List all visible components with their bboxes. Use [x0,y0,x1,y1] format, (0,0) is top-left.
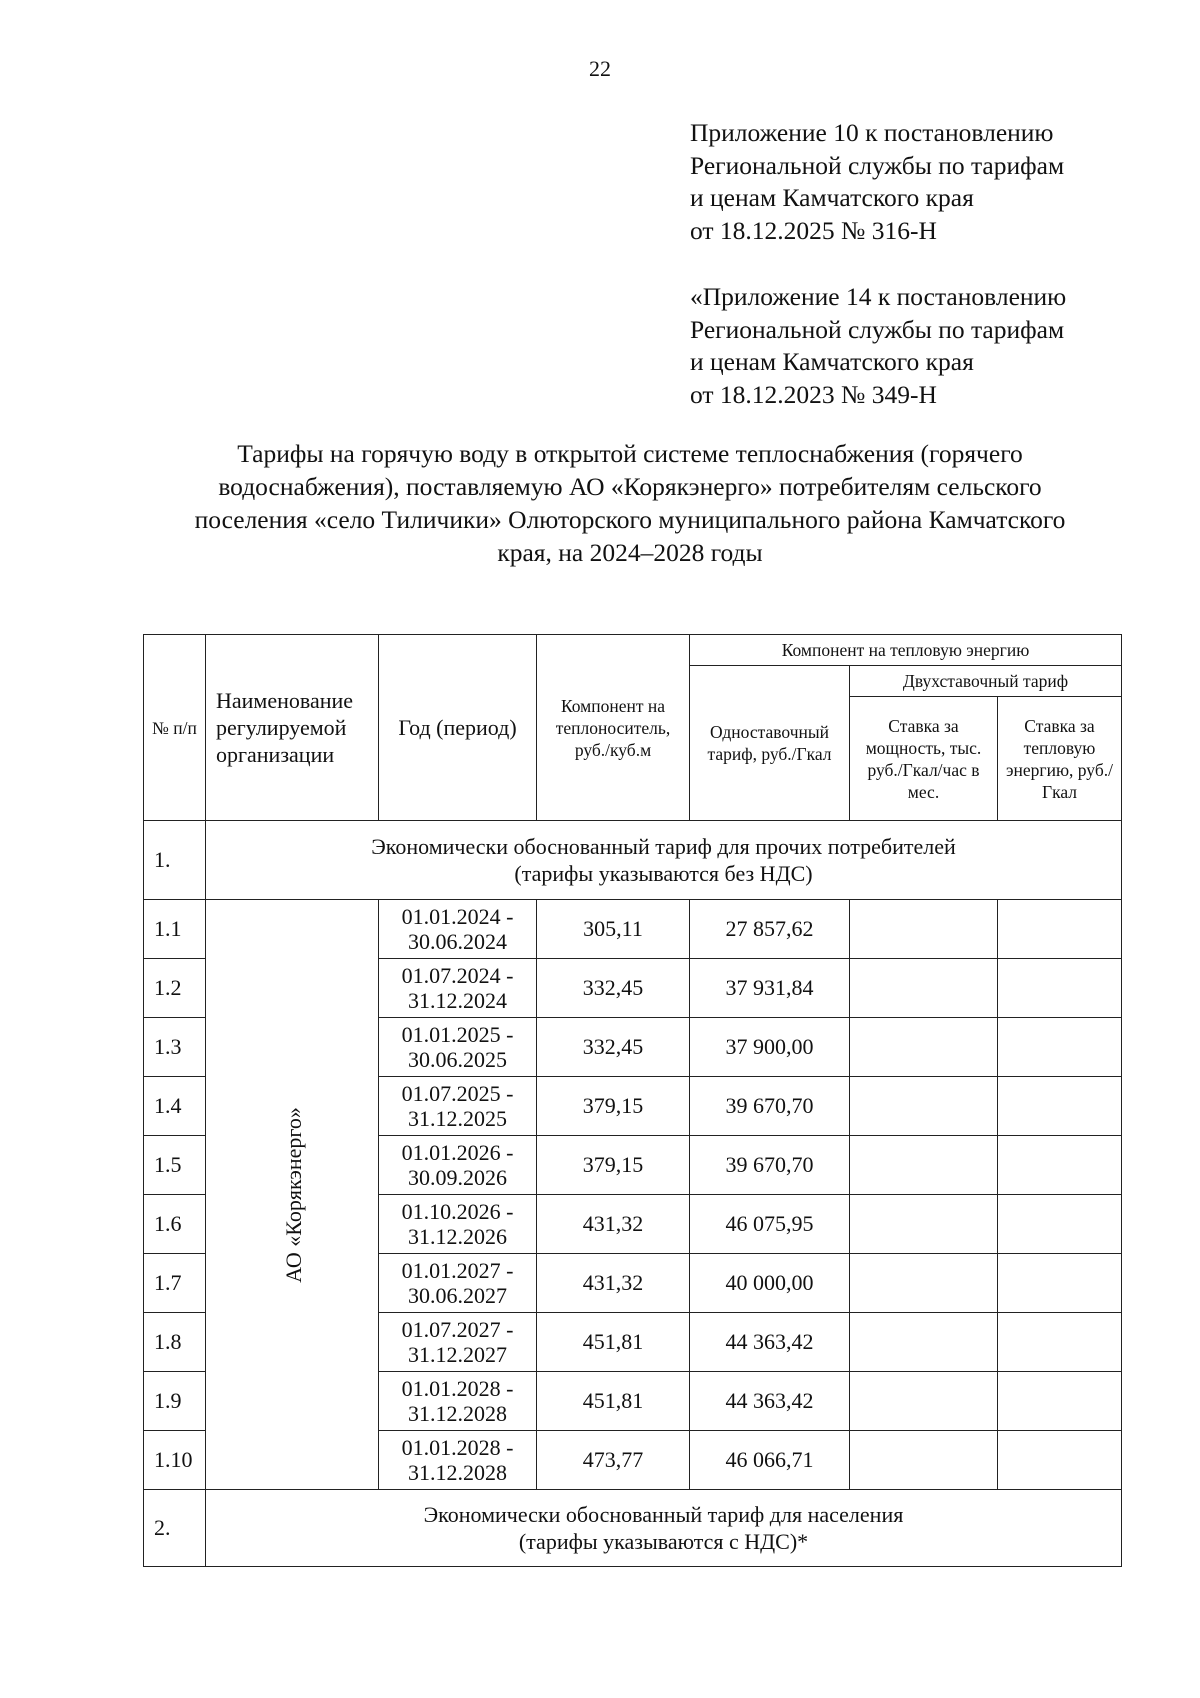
header-row [144,635,1122,666]
period-cell [379,1431,537,1490]
period-cell [379,1195,537,1254]
header-heat-component: Компонент на тепловую энергию [690,635,1122,666]
period-cell [379,1077,537,1136]
row-num: 1.3 [144,1018,206,1077]
row-num: 1.6 [144,1195,206,1254]
energy-rate-value [998,1313,1122,1372]
appendix-current-block [690,117,1064,247]
period-cell [379,1372,537,1431]
energy-rate-value [998,1018,1122,1077]
coolant-value: 332,45 [537,1018,690,1077]
period-from: 01.01.2028 - [401,1435,514,1460]
period-from: 01.10.2026 - [401,1199,514,1224]
energy-rate-value [998,1372,1122,1431]
period-from: 01.01.2028 - [401,1376,514,1401]
single-rate-value: 37 900,00 [690,1018,850,1077]
period-from: 01.01.2025 - [401,1022,514,1047]
energy-rate-value [998,1195,1122,1254]
header-org: Наименование регулируемой организации [206,635,379,821]
energy-rate-value [998,900,1122,959]
period-to: 30.06.2025 [408,1047,507,1072]
energy-rate-value [998,959,1122,1018]
row-num: 1.9 [144,1372,206,1431]
appendix-original-block [690,281,1066,411]
appendix-current-line: Приложение 10 к постановлению [690,118,1054,147]
section-title-line: (тарифы указываются без НДС) [514,861,813,886]
tariff-table [143,634,1122,1567]
coolant-value: 431,32 [537,1254,690,1313]
period-from: 01.01.2026 - [401,1140,514,1165]
single-rate-value: 40 000,00 [690,1254,850,1313]
period-from: 01.07.2025 - [401,1081,514,1106]
single-rate-value: 46 066,71 [690,1431,850,1490]
organization-name: АО «Корякэнерго» [280,1106,306,1283]
coolant-value: 451,81 [537,1313,690,1372]
section-row [144,1490,1122,1567]
single-rate-value: 46 075,95 [690,1195,850,1254]
single-rate-value: 39 670,70 [690,1136,850,1195]
section-title [206,821,1122,900]
period-to: 30.09.2026 [408,1165,507,1190]
appendix-original-line: от 18.12.2023 № 349-Н [690,379,937,409]
single-rate-value: 44 363,42 [690,1313,850,1372]
header-capacity-rate: Ставка за мощность, тыс. руб./Гкал/час в мес. [850,697,998,821]
period-to: 31.12.2025 [408,1106,507,1131]
document-title [130,437,1130,569]
appendix-original-line: и ценам Камчатского края [690,347,974,376]
title-line: Тарифы на горячую воду в открытой системе теплоснабжения (горячего [237,439,1023,468]
energy-rate-value [998,1254,1122,1313]
row-num: 1.8 [144,1313,206,1372]
appendix-current-line: от 18.12.2025 № 316-Н [690,215,937,245]
coolant-value: 379,15 [537,1136,690,1195]
appendix-current-line: Региональной службы по тарифам [690,150,1065,180]
period-to: 30.06.2027 [408,1283,507,1308]
header-num: № п/п [144,635,206,821]
period-to: 31.12.2024 [408,988,507,1013]
capacity-rate-value [850,1195,998,1254]
period-from: 01.01.2027 - [401,1258,514,1283]
header-period: Год (период) [379,635,537,821]
title-line: поселения «село Тиличики» Олюторского муниципального района Камчатского [194,505,1066,534]
period-to: 30.06.2024 [408,929,507,954]
appendix-current-line: и ценам Камчатского края [690,183,974,212]
period-cell [379,1136,537,1195]
capacity-rate-value [850,959,998,1018]
energy-rate-value [998,1431,1122,1490]
appendix-original-line: Региональной службы по тарифам [690,314,1065,344]
period-to: 31.12.2027 [408,1342,507,1367]
capacity-rate-value [850,1431,998,1490]
coolant-value: 431,32 [537,1195,690,1254]
single-rate-value: 39 670,70 [690,1077,850,1136]
period-to: 31.12.2028 [408,1460,507,1485]
header-two-rate: Двухставочный тариф [850,666,1122,697]
section-title-line: Экономически обоснованный тариф для прочих потребителей [371,834,956,859]
row-num: 1.4 [144,1077,206,1136]
organization-cell [206,900,379,1490]
row-num: 1.7 [144,1254,206,1313]
coolant-value: 451,81 [537,1372,690,1431]
coolant-value: 379,15 [537,1077,690,1136]
header-coolant: Компонент на теплоноситель, руб./куб.м [537,635,690,821]
row-num: 1.10 [144,1431,206,1490]
capacity-rate-value [850,1254,998,1313]
header-single-rate: Одноставочный тариф, руб./Гкал [690,666,850,821]
row-num: 1.1 [144,900,206,959]
header-energy-rate: Ставка за тепловую энергию, руб./Гкал [998,697,1122,821]
title-line: края, на 2024–2028 годы [497,538,763,567]
page-number: 22 [589,56,611,81]
period-cell [379,900,537,959]
capacity-rate-value [850,1018,998,1077]
section-title-line: Экономически обоснованный тариф для населения [423,1502,904,1527]
capacity-rate-value [850,1372,998,1431]
section-row [144,821,1122,900]
period-cell [379,1018,537,1077]
energy-rate-value [998,1077,1122,1136]
capacity-rate-value [850,1077,998,1136]
title-line: водоснабжения), поставляемую АО «Корякэнерго» потребителям сельского [218,472,1042,501]
section-num: 2. [144,1490,206,1567]
period-cell [379,1313,537,1372]
row-num: 1.5 [144,1136,206,1195]
section-title [206,1490,1122,1567]
single-rate-value: 37 931,84 [690,959,850,1018]
coolant-value: 332,45 [537,959,690,1018]
row-num: 1.2 [144,959,206,1018]
single-rate-value: 44 363,42 [690,1372,850,1431]
appendix-original-line: «Приложение 14 к постановлению [690,282,1067,311]
section-num: 1. [144,821,206,900]
period-to: 31.12.2026 [408,1224,507,1249]
capacity-rate-value [850,900,998,959]
period-from: 01.07.2024 - [401,963,514,988]
period-to: 31.12.2028 [408,1401,507,1426]
period-from: 01.01.2024 - [401,904,514,929]
capacity-rate-value [850,1136,998,1195]
section-title-line: (тарифы указываются с НДС)* [518,1529,809,1554]
period-cell [379,1254,537,1313]
single-rate-value: 27 857,62 [690,900,850,959]
capacity-rate-value [850,1313,998,1372]
coolant-value: 473,77 [537,1431,690,1490]
period-cell [379,959,537,1018]
coolant-value: 305,11 [537,900,690,959]
period-from: 01.07.2027 - [401,1317,514,1342]
energy-rate-value [998,1136,1122,1195]
table-row [144,900,1122,959]
